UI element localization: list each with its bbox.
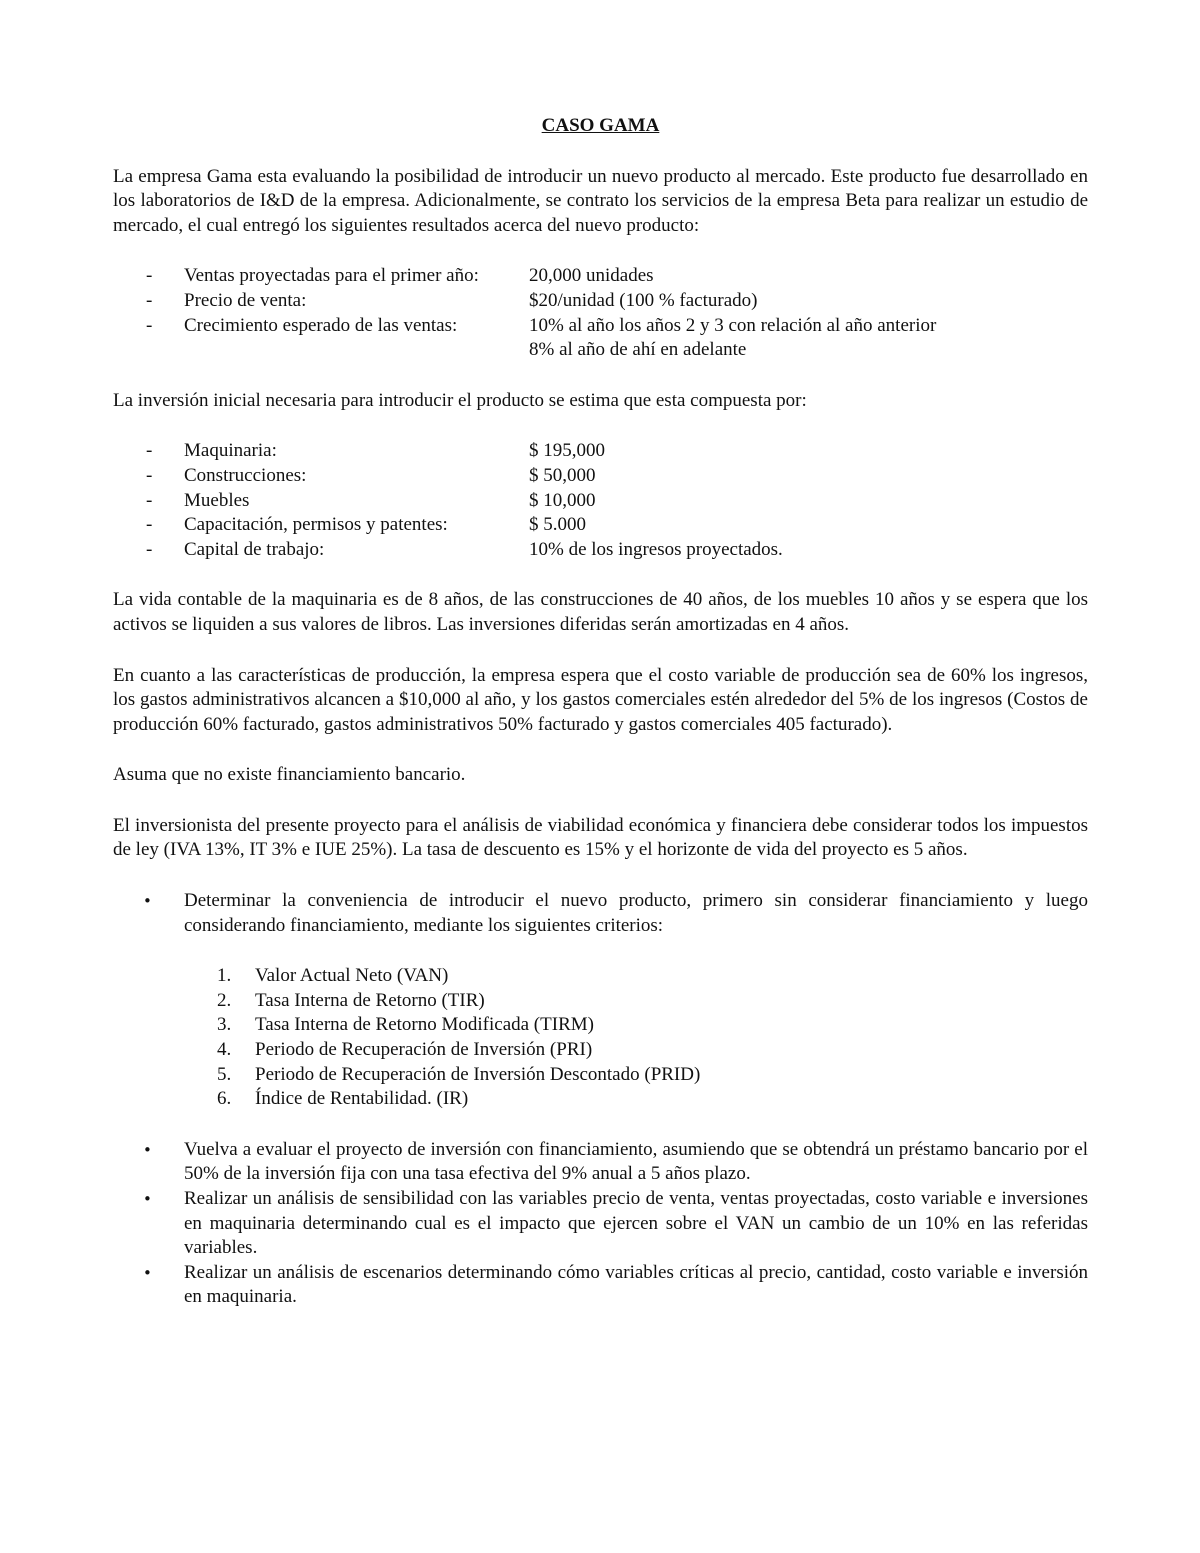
bullet-marker: • — [143, 1140, 152, 1159]
list-item — [113, 289, 1088, 314]
item-value: $ 195,000 — [529, 440, 605, 462]
list-item — [113, 989, 1088, 1014]
criterion-text: Índice de Rentabilidad. (IR) — [255, 1088, 469, 1110]
list-item — [113, 1138, 1088, 1187]
depreciation-paragraph: La vida contable de la maquinaria es de 8 años, de las construcciones de 40 años, de los muebles 10 años y se espera que los activos se liquiden a sus valores de libros. Las inversiones diferidas serán amortizadas en 4 años. — [113, 589, 1088, 635]
item-label: Ventas proyectadas para el primer año: — [184, 265, 479, 287]
item-value: $20/unidad (100 % facturado) — [529, 289, 758, 311]
criterion-text: Valor Actual Neto (VAN) — [255, 965, 449, 987]
item-number: 5. — [217, 1063, 232, 1085]
dash-marker: - — [146, 514, 153, 536]
item-value: 10% de los ingresos proyectados. — [529, 538, 783, 560]
task-text: Determinar la conveniencia de introducir el nuevo producto, primero sin considerar financiamiento y luego considerando financiamiento, mediante los siguientes criterios: — [184, 890, 1088, 936]
task-text: Realizar un análisis de sensibilidad con las variables precio de venta, ventas proyectadas, costo variable e inversiones en maquinaria determinando cual es el impacto que ejercen sobre el VAN un cambio de un 10% en las referidas variables. — [184, 1188, 1088, 1259]
item-value: 10% al año los años 2 y 3 con relación al año anterior — [529, 314, 937, 336]
production-paragraph: En cuanto a las características de producción, la empresa espera que el costo variable de producción sea de 60% los ingresos, los gastos administrativos alcancen a $10,000 al año, y los gastos comerciales estén alrededor del 5% de los ingresos (Costos de producción 60% facturado, gastos administrativos 50% facturado y gastos comerciales 405 facturado). — [113, 664, 1088, 735]
list-item — [113, 464, 1088, 489]
item-number: 1. — [217, 965, 232, 987]
tasks-list-primary — [113, 889, 1088, 938]
item-number: 4. — [217, 1039, 232, 1061]
criterion-text: Tasa Interna de Retorno (TIR) — [255, 989, 485, 1011]
item-value: $ 5.000 — [529, 514, 586, 536]
list-item — [113, 314, 1088, 339]
taxes-paragraph: El inversionista del presente proyecto para el análisis de viabilidad económica y financiera debe considerar todos los impuestos de ley (IVA 13%, IT 3% e IUE 25%). La tasa de descuento es 15% y el horizonte de vida del proyecto es 5 años. — [113, 814, 1088, 861]
list-item — [113, 513, 1088, 538]
criterion-text: Periodo de Recuperación de Inversión Descontado (PRID) — [255, 1063, 701, 1085]
dash-marker: - — [146, 314, 153, 336]
intro-paragraph: La empresa Gama esta evaluando la posibilidad de introducir un nuevo producto al mercado. Este producto fue desarrollado en los laboratorios de I&D de la empresa. Adicionalmente, se contrato los servicios de la empresa Beta para realizar un estudio de mercado, el cual entregó los siguientes resultados acerca del nuevo producto: — [113, 165, 1088, 236]
item-number: 6. — [217, 1088, 232, 1110]
item-label: Capital de trabajo: — [184, 538, 325, 560]
bullet-marker: • — [143, 1263, 152, 1282]
document-content — [113, 114, 1088, 1310]
list-item — [113, 489, 1088, 514]
item-label: Muebles — [184, 489, 250, 511]
item-value: $ 50,000 — [529, 464, 596, 486]
item-number: 3. — [217, 1014, 232, 1036]
dash-marker: - — [146, 440, 153, 462]
item-label: Precio de venta: — [184, 289, 307, 311]
dash-marker: - — [146, 289, 153, 311]
list-item — [113, 264, 1088, 289]
list-item-continuation — [113, 338, 1088, 363]
dash-marker: - — [146, 265, 153, 287]
item-label: Maquinaria: — [184, 440, 277, 462]
financing-paragraph: Asuma que no existe financiamiento bancario. — [113, 764, 466, 786]
list-item — [113, 1187, 1088, 1261]
item-label — [184, 338, 529, 363]
task-text: Vuelva a evaluar el proyecto de inversión con financiamiento, asumiendo que se obtendrá un préstamo bancario por el 50% de la inversión fija con una tasa efectiva del 9% anual a 5 años plazo. — [184, 1138, 1088, 1185]
investment-intro-paragraph: La inversión inicial necesaria para introducir el producto se estima que esta compuesta por: — [113, 389, 807, 411]
task-text: Realizar un análisis de escenarios determinando cómo variables críticas al precio, cantidad, costo variable e inversión en maquinaria. — [184, 1261, 1088, 1308]
list-item — [113, 1087, 1088, 1112]
investment-list — [113, 439, 1088, 562]
item-label: Capacitación, permisos y patentes: — [184, 514, 448, 536]
list-item — [113, 1261, 1088, 1310]
list-item — [113, 889, 1088, 938]
document-title: CASO GAMA — [541, 115, 660, 136]
bullet-marker: • — [143, 1190, 152, 1208]
item-number: 2. — [217, 989, 232, 1011]
dash-marker: - — [146, 489, 153, 511]
criterion-text: Tasa Interna de Retorno Modificada (TIRM) — [255, 1014, 594, 1036]
criteria-list — [113, 964, 1088, 1112]
item-value: $ 10,000 — [529, 489, 596, 511]
item-value: 20,000 unidades — [529, 265, 654, 287]
list-item — [113, 538, 1088, 563]
list-item — [113, 1038, 1088, 1063]
list-item — [113, 1013, 1088, 1038]
bullet-marker: • — [143, 892, 152, 911]
list-item — [113, 439, 1088, 464]
dash-marker: - — [146, 538, 153, 560]
list-item — [113, 964, 1088, 989]
item-label: Crecimiento esperado de las ventas: — [184, 314, 458, 336]
market-results-list — [113, 264, 1088, 362]
item-value: 8% al año de ahí en adelante — [529, 339, 747, 361]
criterion-text: Periodo de Recuperación de Inversión (PRI) — [255, 1039, 593, 1061]
tasks-list-secondary — [113, 1138, 1088, 1310]
item-label: Construcciones: — [184, 464, 307, 486]
dash-marker: - — [146, 464, 153, 486]
list-item — [113, 1063, 1088, 1088]
